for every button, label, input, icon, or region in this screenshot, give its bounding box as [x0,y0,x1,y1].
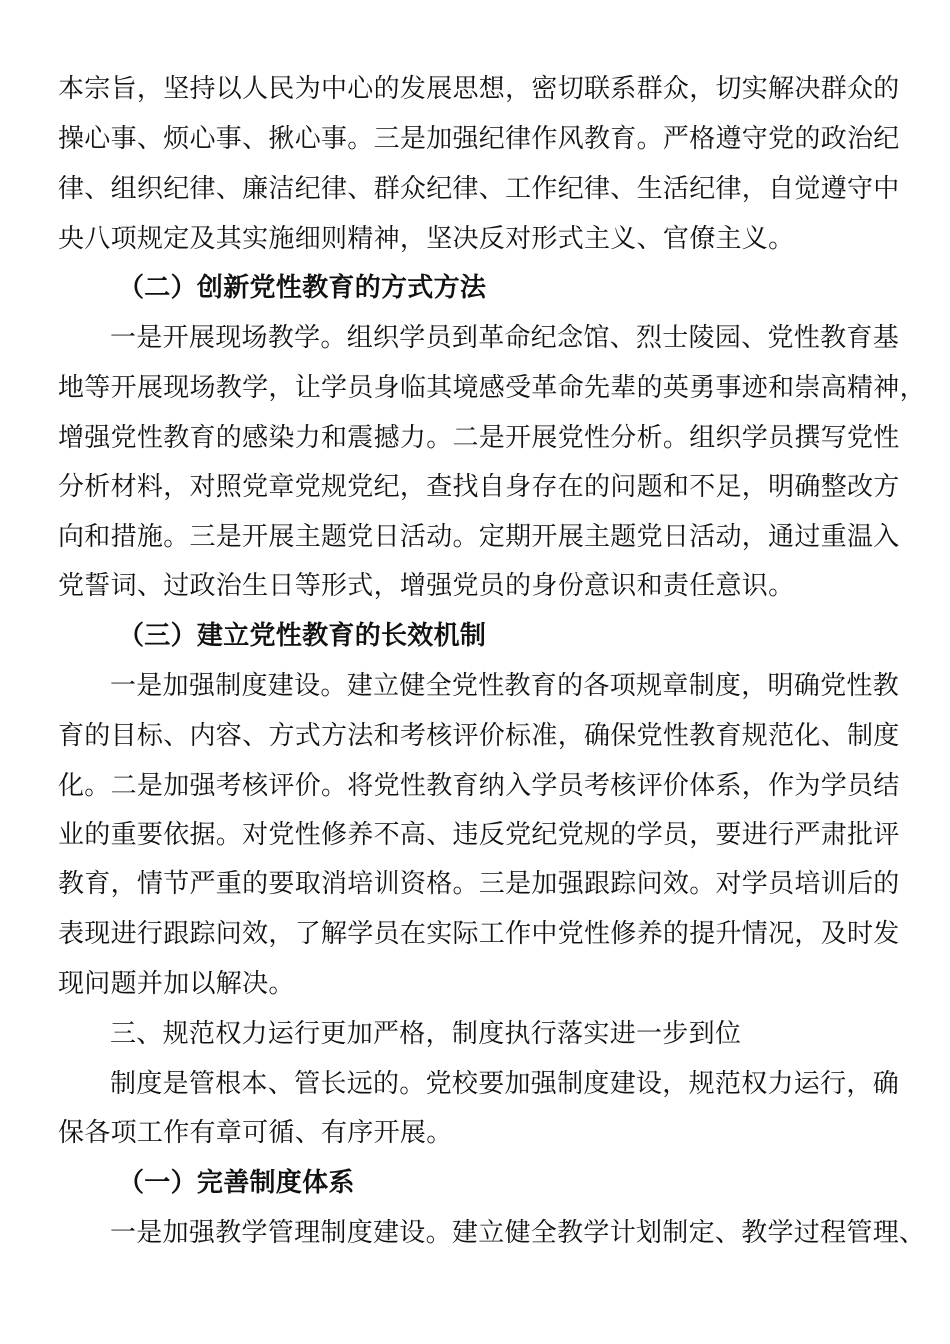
chapter-heading: 三、规范权力运行更加严格，制度执行落实进一步到位 [110,1019,742,1049]
body-text-line: 现问题并加以解决。 [58,969,295,999]
body-text-line: 保各项工作有章可循、有序开展。 [58,1118,453,1148]
body-text-line: 党誓词、过政治生日等形式，增强党员的身份意识和责任意识。 [58,571,795,601]
body-text-line: 增强党性教育的感染力和震撼力。二是开展党性分析。组织学员撰写党性 [58,423,900,453]
paragraph-first-line: 一是开展现场教学。组织学员到革命纪念馆、烈士陵园、党性教育基 [110,323,900,353]
body-text-line: 央八项规定及其实施细则精神，坚决反对形式主义、官僚主义。 [58,224,795,254]
body-text-line: 地等开展现场教学，让学员身临其境感受革命先辈的英勇事迹和崇高精神， [58,373,926,403]
paragraph-first-line: 一是加强教学管理制度建设。建立健全教学计划制定、教学过程管理、 [110,1218,926,1248]
body-text-line: 教育，情节严重的要取消培训资格。三是加强跟踪问效。对学员培训后的 [58,869,900,899]
body-text-line: 向和措施。三是开展主题党日活动。定期开展主题党日活动，通过重温入 [58,522,900,552]
section-heading: （二）创新党性教育的方式方法 [118,273,487,303]
body-text-line: 本宗旨，坚持以人民为中心的发展思想，密切联系群众，切实解决群众的 [58,74,900,104]
section-heading: （一）完善制度体系 [118,1168,355,1198]
body-text-line: 律、组织纪律、廉洁纪律、群众纪律、工作纪律、生活纪律，自觉遵守中 [58,174,900,204]
body-text-line: 业的重要依据。对党性修养不高、违反党纪党规的学员，要进行严肃批评 [58,820,900,850]
section-heading: （三）建立党性教育的长效机制 [118,621,487,651]
body-text-line: 育的目标、内容、方式方法和考核评价标准，确保党性教育规范化、制度 [58,721,900,751]
body-text-line: 分析材料，对照党章党规党纪，查找自身存在的问题和不足，明确整改方 [58,472,900,502]
body-text-line: 表现进行跟踪问效，了解学员在实际工作中党性修养的提升情况，及时发 [58,919,900,949]
paragraph-first-line: 制度是管根本、管长远的。党校要加强制度建设，规范权力运行，确 [110,1069,900,1099]
body-text-line: 操心事、烦心事、揪心事。三是加强纪律作风教育。严格遵守党的政治纪 [58,124,900,154]
body-text-line: 化。二是加强考核评价。将党性教育纳入学员考核评价体系，作为学员结 [58,771,900,801]
paragraph-first-line: 一是加强制度建设。建立健全党性教育的各项规章制度，明确党性教 [110,671,900,701]
